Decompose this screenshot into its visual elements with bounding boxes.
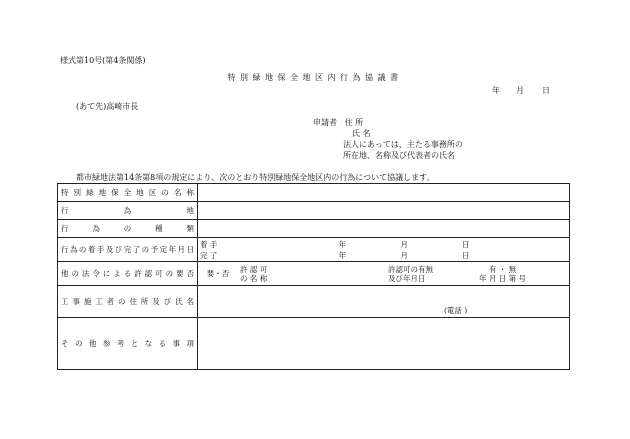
permit-required[interactable]: 要・否	[206, 269, 230, 278]
permit-status-field[interactable]: 有 ・ 無 年 月 日 第 号	[478, 264, 527, 283]
addressee: (あて先)高崎市長	[76, 102, 139, 111]
contractor-label: 工事施工者の住所及び氏名	[58, 286, 198, 318]
date-month: 月	[516, 86, 524, 95]
form-title: 特別緑地保全地区内行為協議書	[227, 73, 403, 82]
date-year: 年	[492, 86, 500, 95]
applicant-address: 住 所	[344, 118, 364, 127]
finish-label: 完 了	[200, 250, 218, 260]
applicant-label: 申請者	[313, 118, 337, 127]
phone-label: (電話 )	[444, 306, 468, 315]
site-field[interactable]	[198, 202, 570, 220]
contractor-field[interactable]	[198, 286, 570, 318]
other-label: その他参考となる事項	[58, 318, 198, 370]
corp-note-2: 所在地、名称及び代表者の氏名	[343, 151, 455, 160]
kind-label: 行為の種類	[58, 220, 198, 238]
schedule-field[interactable]: 着 手 年 月 日 完 了 年 月 日	[198, 238, 570, 262]
form-number: 様式第10号(第4条関係)	[60, 56, 146, 65]
date-line	[492, 86, 550, 96]
permit-name-label: 許 認 可 の 名 称	[240, 264, 268, 283]
start-label: 着 手	[200, 239, 218, 249]
permit-label: 他の法令による許認可の要否	[58, 262, 198, 286]
site-label: 行為地	[58, 202, 198, 220]
applicant-block	[313, 118, 463, 162]
permit-field[interactable]	[198, 262, 570, 286]
kind-field[interactable]	[198, 220, 570, 238]
schedule-label: 行為の着手及び完了の予定年月日	[58, 238, 198, 262]
district-name-field[interactable]	[198, 184, 570, 202]
district-name-label: 特別緑地保全地区の名称	[58, 184, 198, 202]
intro-text: 都市緑地法第14条第8項の規定により、次のとおり特別緑地保全地区内の行為について協議します。	[76, 173, 435, 182]
date-day: 日	[542, 86, 550, 95]
application-table	[57, 183, 570, 370]
other-field[interactable]	[198, 318, 570, 370]
corp-note-1: 法人にあっては、主たる事務所の	[343, 140, 463, 149]
permit-status-label: 許認可の有無 及び年月日	[388, 264, 433, 283]
permit-name-field[interactable]	[276, 263, 386, 285]
applicant-name: 氏 名	[352, 129, 371, 138]
